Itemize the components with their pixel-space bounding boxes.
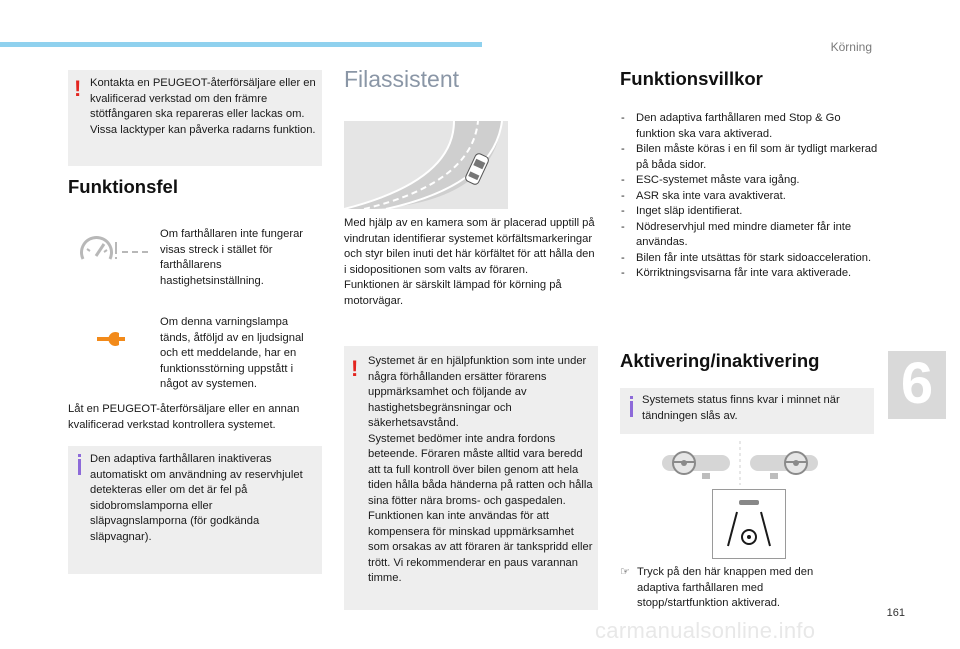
- heading-funktionsfel: Funktionsfel: [68, 176, 178, 197]
- condition-item: - Inget släp identifierat.: [620, 204, 880, 220]
- condition-item: - ESC-systemet måste vara igång.: [620, 173, 880, 189]
- condition-item: - ASR ska inte vara avaktiverat.: [620, 189, 880, 205]
- wrench-icon: [94, 330, 130, 348]
- watermark: carmanualsonline.info: [595, 618, 816, 643]
- chapter-tab: [888, 351, 946, 419]
- info-text: Den adaptiva farthållaren inaktiveras automatiskt om användning av reservhjulet detekteras eller om det är fel på sidobromslamporna eller släpvagnslamporna (för godkända släpvagnar).: [90, 453, 303, 543]
- warning-box-lane-assist: [344, 346, 598, 610]
- condition-item: - Bilen får inte utsättas för stark sidoacceleration.: [620, 251, 880, 267]
- heading-filassistent: Filassistent: [344, 66, 460, 92]
- condition-item: - Nödreservhjul med mindre diameter får inte användas.: [620, 220, 880, 251]
- heading-aktivering: Aktivering/inaktivering: [620, 350, 820, 371]
- warning-icon: !: [74, 76, 82, 101]
- conditions-list: [620, 111, 880, 282]
- speedometer-icon: [80, 234, 155, 268]
- steering-controls-illustration: [654, 441, 826, 485]
- lane-assist-button[interactable]: [712, 489, 786, 559]
- fault-text-1: Om farthållaren inte fungerar visas streck i stället för farthållarens hastighetsinställning.: [160, 228, 304, 287]
- instruction-bullet-icon: ☞: [620, 566, 631, 578]
- header-accent-bar: [0, 42, 482, 47]
- instruction-text: Tryck på den här knappen med den adaptiva farthållaren med stopp/startfunktion aktiverad.: [637, 566, 814, 609]
- info-box-fault: [68, 446, 322, 574]
- lane-assist-body: Med hjälp av en kamera som är placerad upptill på vindrutan identifierar systemet körfältsmarkeringar och styr bilen inuti det här körfältet för att hålla den i sidopositionen som valts av föraren. Funktionen är särskilt lämpad för körning på motorvägar.: [344, 217, 595, 307]
- warning-text: Kontakta en PEUGEOT-återförsäljare eller en kvalificerad verkstad om den främre stötfångaren ska repareras eller lackas om. Vissa lacktyper kan påverka radarns funktion.: [90, 77, 316, 136]
- heading-funktionsvillkor: Funktionsvillkor: [620, 68, 763, 89]
- condition-item: - Körriktningsvisarna får inte vara aktiverade.: [620, 266, 880, 282]
- condition-item: - Bilen måste köras i en fil som är tydligt markerad på båda sidor.: [620, 142, 880, 173]
- page-number: 161: [886, 607, 905, 619]
- lane-assist-illustration: [344, 121, 508, 209]
- chapter-title: Körning: [830, 40, 872, 54]
- chapter-number: 6: [900, 351, 934, 416]
- info-box-memory: [620, 388, 874, 434]
- lane-warning-text: Systemet är en hjälpfunktion som inte under några förhållanden ersätter förarens uppmärksamhet och följande av hastighetsbegränsningar och säkerhetsavstånd. Systemet bedömer inte andra fordons beteende. Föraren måste alltid vara beredd att ta full kontroll över bilen genom att hela tiden hålla båda händerna på ratten och hålla sina fötter nära broms- och gaspedalen. Funktionen kan inte användas för att kompensera för minskad uppmärksamhet som orsakas av att föraren är tankspridd eller trött. Vi rekommenderar en paus varannan timme.: [368, 355, 593, 584]
- info-icon: [78, 459, 81, 475]
- fault-body: Låt en PEUGEOT-återförsäljare eller en annan kvalificerad verkstad kontrollera systemet.: [68, 403, 300, 431]
- warning-icon: !: [351, 356, 359, 381]
- fault-text-2: Om denna varningslampa tänds, åtföljd av en ljudsignal och ett meddelande, har en funktionsstörning uppstått i något av systemen.: [160, 316, 304, 390]
- info-icon: [630, 401, 633, 417]
- warning-box-radar: [68, 70, 322, 166]
- memory-info-text: Systemets status finns kvar i minnet när tändningen slås av.: [642, 394, 840, 422]
- condition-item: - Den adaptiva farthållaren med Stop & Go funktion ska vara aktiverad.: [620, 111, 880, 142]
- lane-assist-button-icon: [713, 490, 785, 558]
